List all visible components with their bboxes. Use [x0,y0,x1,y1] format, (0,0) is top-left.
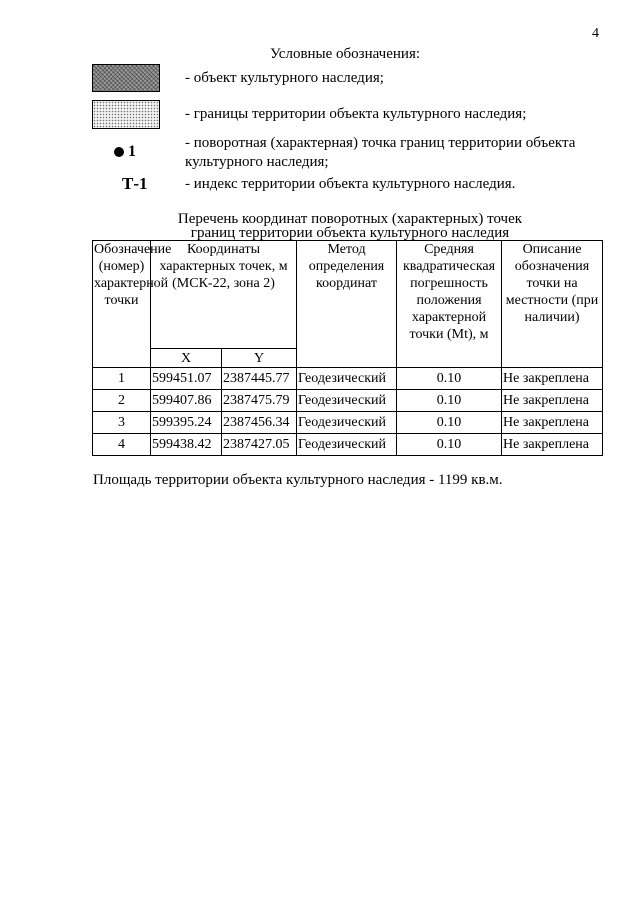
point-number-cell: 4 [93,434,151,456]
header-description: Описание обозначения точки на местности (при наличии) [502,241,603,368]
method-cell: Геодезический [297,390,397,412]
header-error: Средняя квадратическая погрешность положения характерной точки (Mt), м [397,241,502,368]
description-cell: Не закреплена [502,368,603,390]
error-cell: 0.10 [397,412,502,434]
x-coordinate-cell: 599395.24 [151,412,222,434]
turning-point-marker-label: 1 [128,143,136,160]
turning-point-dot-icon [114,147,124,157]
description-cell: Не закреплена [502,412,603,434]
table-title-line1: Перечень координат поворотных (характерных) точек [177,211,523,227]
y-coordinate-cell: 2387456.34 [222,412,297,434]
description-cell: Не закреплена [502,390,603,412]
heritage-object-swatch [92,64,160,92]
header-coordinates: Координаты характерных точек, м (МСК-22, зона 2) [151,241,297,349]
error-cell: 0.10 [397,368,502,390]
coordinates-table [92,240,603,456]
description-cell: Не закреплена [502,434,603,456]
territory-index-legend-text: - индекс территории объекта культурного наследия. [185,176,516,192]
method-cell: Геодезический [297,368,397,390]
legend-title: Условные обозначения: [269,46,421,62]
x-coordinate-cell: 599451.07 [151,368,222,390]
territory-index-marker: Т-1 [122,174,148,193]
turning-point-marker [114,143,136,161]
table-row [93,412,603,434]
header-y: Y [222,349,297,368]
y-coordinate-cell: 2387475.79 [222,390,297,412]
turning-point-legend-text: - поворотная (характерная) точка границ территории объекта культурного наследия; [185,135,576,170]
error-cell: 0.10 [397,434,502,456]
territory-area-text: Площадь территории объекта культурного наследия - 1199 кв.м. [93,472,503,488]
point-number-cell: 1 [93,368,151,390]
territory-boundary-legend-text: - границы территории объекта культурного наследия; [185,106,527,122]
table-row [93,390,603,412]
header-method: Метод определения координат [297,241,397,368]
point-number-cell: 2 [93,390,151,412]
header-point-number: Обозначение (номер) характерной точки [93,241,151,368]
territory-boundary-swatch [92,100,160,129]
y-coordinate-cell: 2387427.05 [222,434,297,456]
method-cell: Геодезический [297,434,397,456]
table-row [93,434,603,456]
heritage-object-legend-text: - объект культурного наследия; [185,70,384,86]
table-title-line2: границ территории объекта культурного наследия [190,225,510,241]
y-coordinate-cell: 2387445.77 [222,368,297,390]
table-row [93,368,603,390]
method-cell: Геодезический [297,412,397,434]
x-coordinate-cell: 599407.86 [151,390,222,412]
point-number-cell: 3 [93,412,151,434]
table-title [0,212,640,240]
x-coordinate-cell: 599438.42 [151,434,222,456]
header-x: X [151,349,222,368]
error-cell: 0.10 [397,390,502,412]
page-number: 4 [592,26,599,41]
